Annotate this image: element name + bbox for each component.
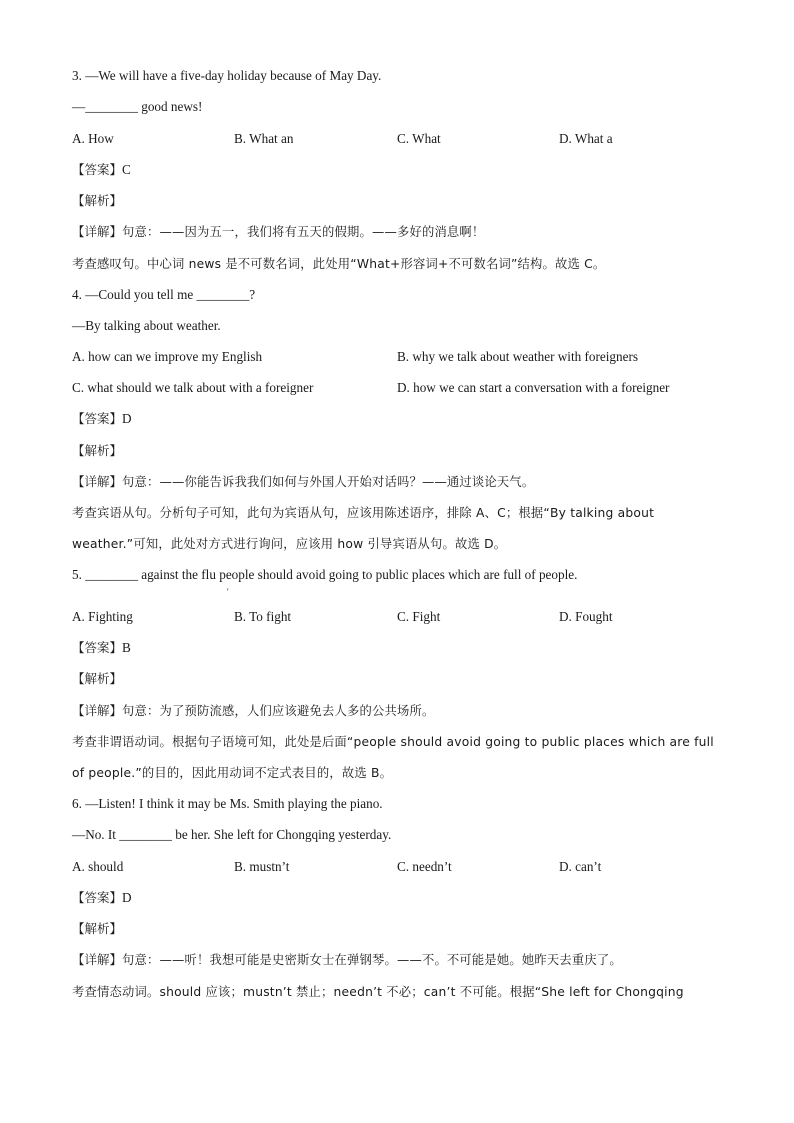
answer-label: 【答案】 [72,890,123,905]
q4-option-c: C. what should we talk about with a foreigner [72,380,314,395]
q3-option-d: D. What a [559,131,613,146]
q6-detail-row [72,951,622,969]
q5-explain-1: 考查非谓语动词。根据句子语境可知，此处是后面“people should avoid going to public places which are full [72,735,714,749]
q3-analysis-label: 【解析】 [72,193,123,208]
q3-detail: 句意：——因为五一，我们将有五天的假期。——多好的消息啊！ [122,225,485,239]
q3-answer-row [72,161,131,179]
q5-option-d: D. Fought [559,609,613,624]
q6-stem: 6. —Listen! I think it may be Ms. Smith playing the piano. [72,796,383,811]
detail-label: 【详解】 [72,952,123,967]
q4-answer: D [122,411,132,426]
q4-option-a: A. how can we improve my English [72,349,263,364]
q6-analysis-label: 【解析】 [72,921,123,936]
q4-reply: —By talking about weather. [72,318,221,333]
q4-option-b: B. why we talk about weather with foreigners [397,349,638,364]
q6-detail: 句意：——听！我想可能是史密斯女士在弹钢琴。——不。不可能是她。她昨天去重庆了。 [122,953,622,967]
q4-analysis-label: 【解析】 [72,443,123,458]
q4-detail-row [72,473,534,491]
answer-label: 【答案】 [72,411,123,426]
q6-explain-1: 考查情态动词。should 应该；mustn’t 禁止；needn’t 不必；can’t 不可能。根据“She left for Chongqing [72,985,684,999]
q6-reply: —No. It ________ be her. She left for Chongqing yesterday. [72,827,392,842]
q5-option-a: A. Fighting [72,609,133,624]
q3-reply: —________ good news! [72,99,203,114]
q4-answer-row [72,410,132,428]
q4-explain-1: 考查宾语从句。分析句子可知，此句为宾语从句，应该用陈述语序，排除 A、C；根据“By talking about [72,506,655,520]
q5-explain-2: of people.”的目的，因此用动词不定式表目的，故选 B。 [72,766,393,780]
q6-option-b: B. mustn’t [234,859,290,874]
q6-answer: D [122,890,132,905]
q5-option-c: C. Fight [397,609,441,624]
q4-option-d: D. how we can start a conversation with a foreigner [397,380,670,395]
q5-analysis-label: 【解析】 [72,671,123,686]
detail-label: 【详解】 [72,474,123,489]
detail-label: 【详解】 [72,703,123,718]
q6-option-c: C. needn’t [397,859,452,874]
q4-detail: 句意：——你能告诉我我们如何与外国人开始对话吗？——通过谈论天气。 [122,475,535,489]
q4-explain-2: weather.”可知，此处对方式进行询问，应该用 how 引导宾语从句。故选 D。 [72,537,507,551]
q3-option-a: A. How [72,131,114,146]
answer-label: 【答案】 [72,162,123,177]
q3-answer: C [122,162,131,177]
detail-label: 【详解】 [72,224,123,239]
q6-option-d: D. can’t [559,859,602,874]
q5-stem: 5. ________ against the flu people should avoid going to public places which are full of people. [72,567,578,582]
q3-explain-1: 考查感叹句。中心词 news 是不可数名词，此处用“What+形容词+不可数名词”结构。故选 C。 [72,257,606,271]
answer-label: 【答案】 [72,640,123,655]
q3-option-b: B. What an [234,131,294,146]
q4-stem: 4. —Could you tell me ________? [72,287,256,302]
q5-answer: B [122,640,131,655]
q6-option-a: A. should [72,859,124,874]
q3-stem: 3. —We will have a five-day holiday because of May Day. [72,68,382,83]
q5-option-b: B. To fight [234,609,292,624]
q6-answer-row [72,889,132,907]
q3-detail-row [72,223,484,241]
q5-stray-mark: ' [227,587,229,597]
q3-option-c: C. What [397,131,441,146]
q5-detail-row [72,702,434,720]
q5-detail: 句意：为了预防流感，人们应该避免去人多的公共场所。 [122,704,435,718]
q5-answer-row [72,639,131,657]
